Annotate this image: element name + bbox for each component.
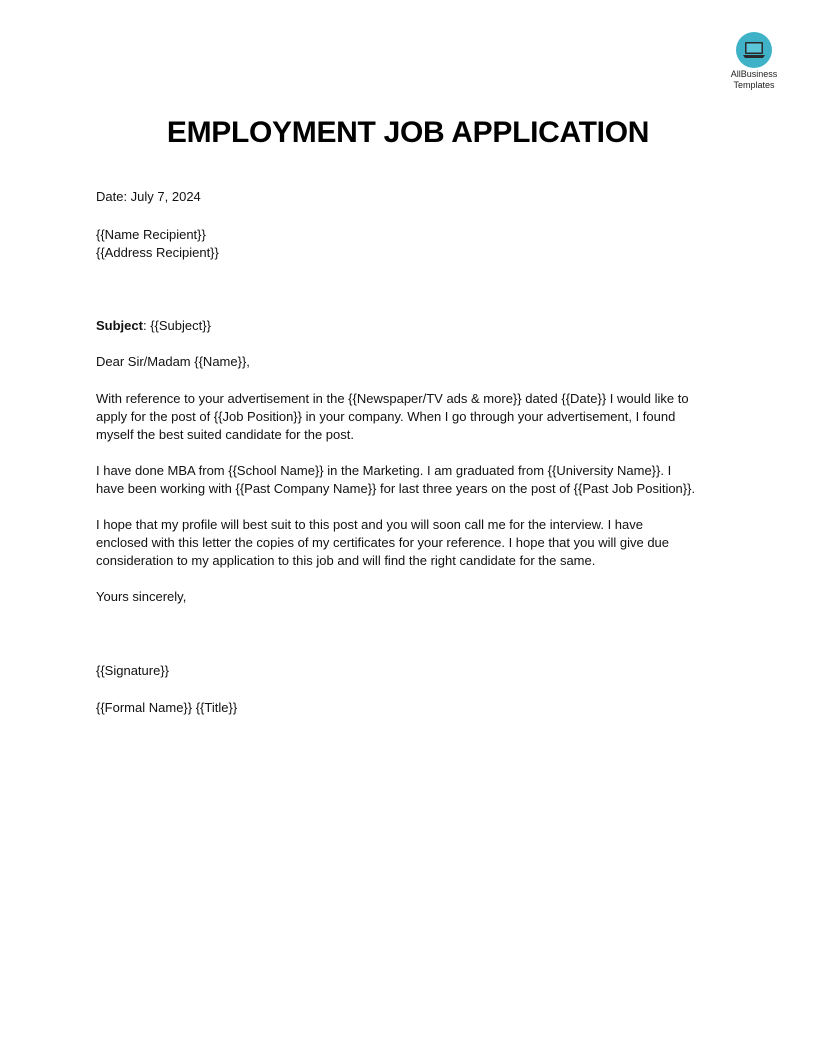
recipient-address: {{Address Recipient}}	[96, 245, 219, 260]
recipient-name: {{Name Recipient}}	[96, 227, 206, 242]
signature-placeholder: {{Signature}}	[96, 663, 170, 678]
paragraph-2-line-2: have been working with {{Past Company Name}} for last three years on the post of {{Past Job Position}}.	[96, 481, 696, 496]
paragraph-1-line-3: myself the best suited candidate for the post.	[96, 427, 354, 442]
paragraph-3-line-3: consideration to my application to this job and will find the right candidate for the same.	[96, 553, 596, 568]
paragraph-1-line-2: apply for the post of {{Job Position}} in your company. When I go through your advertisement, I found	[96, 409, 676, 424]
subject-label: Subject	[96, 318, 143, 333]
paragraph-1-line-1: With reference to your advertisement in the {{Newspaper/TV ads & more}} dated {{Date}} I would like to	[96, 391, 689, 406]
logo-line-2: Templates	[733, 80, 775, 90]
paragraph-3-line-1: I hope that my profile will best suit to this post and you will soon call me for the interview. I have	[96, 517, 643, 532]
subject-line	[96, 317, 726, 335]
paragraph-2-line-1: I have done MBA from {{School Name}} in the Marketing. I am graduated from {{University Name}}. I	[96, 463, 672, 478]
date-line: Date: July 7, 2024	[96, 189, 201, 204]
salutation: Dear Sir/Madam {{Name}},	[96, 354, 250, 369]
formal-name-title: {{Formal Name}} {{Title}}	[96, 700, 238, 715]
closing: Yours sincerely,	[96, 589, 187, 604]
logo-line-1: AllBusiness	[730, 69, 778, 79]
paragraph-3-line-2: enclosed with this letter the copies of my certificates for your reference. I hope that you will give due	[96, 535, 670, 550]
laptop-icon	[736, 32, 772, 68]
allbusiness-templates-logo	[718, 32, 790, 90]
subject-value: : {{Subject}}	[142, 318, 211, 333]
document-title: EMPLOYMENT JOB APPLICATION	[166, 116, 650, 149]
